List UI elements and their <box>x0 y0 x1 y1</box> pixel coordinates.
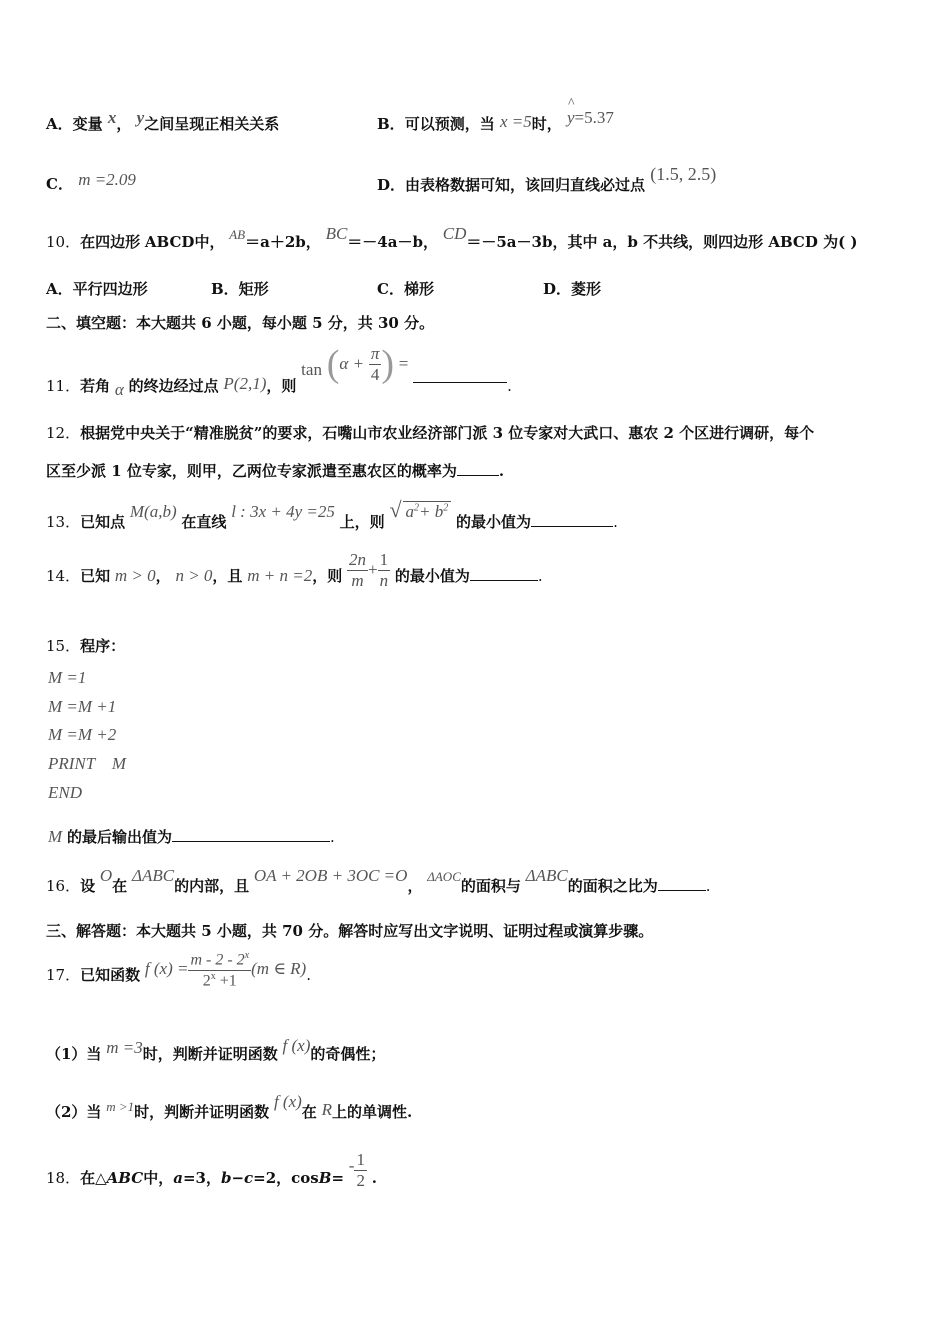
question-number: 11． <box>46 376 81 395</box>
math-fx: f (x) = <box>144 959 189 979</box>
math-domain: (m ∈ R) <box>251 959 307 979</box>
punct: . <box>537 566 543 585</box>
text: ， <box>407 877 423 895</box>
punct: . <box>371 1168 377 1187</box>
punct: . <box>705 877 711 895</box>
question-number: 16． <box>46 877 81 895</box>
answer-blank[interactable] <box>658 876 706 891</box>
option-text: 可以预测，当 <box>404 115 495 133</box>
punct: . <box>306 966 311 985</box>
frac-num: 1 <box>354 1150 367 1171</box>
text: （2）当 <box>46 1103 102 1121</box>
text: = <box>331 1168 345 1187</box>
text: ABC <box>106 1168 144 1187</box>
math-expr: m > 0 <box>114 565 156 585</box>
text: ，则 <box>312 566 343 585</box>
vector-cd: CD <box>442 224 467 243</box>
text: =3， <box>182 1168 221 1187</box>
text: 上的单调性. <box>331 1103 413 1121</box>
text: ＝a＋2b， <box>245 233 321 251</box>
q9-option-d <box>377 164 717 196</box>
question-number: 10． <box>46 233 81 251</box>
section-2-heading: 二、填空题：本大题共 6 小题，每小题 5 分，共 30 分。 <box>46 314 435 332</box>
vector-bc: BC <box>325 224 348 243</box>
math-var: R <box>321 1100 332 1119</box>
punct: . <box>507 376 512 395</box>
fraction-half <box>354 1150 367 1192</box>
code-line-2: M =M +1 <box>48 697 117 716</box>
frac-den: 4 <box>370 365 380 385</box>
text: 的面积之比为 <box>567 877 658 895</box>
text: 程序： <box>80 637 126 655</box>
math-expr: m + n =2 <box>247 565 313 585</box>
math-expr: m >1 <box>106 1099 135 1114</box>
text: =2，cos <box>253 1168 319 1187</box>
text: ＝－4a－b， <box>347 233 438 251</box>
option-text: 时， <box>531 115 562 133</box>
math-triangle: ΔAOC <box>427 869 461 884</box>
q11-stem <box>46 342 512 399</box>
q9-option-c <box>46 170 136 194</box>
text: B <box>318 1168 332 1187</box>
vector-ab: AB <box>229 227 246 242</box>
math-value: =5.37 <box>574 108 614 127</box>
code-line-1: M =1 <box>48 668 87 687</box>
text: 区至少派 1 位专家，则甲，乙两位专家派遣至惠农区的概率为 <box>46 462 457 480</box>
question-number: 13． <box>46 513 81 531</box>
answer-blank[interactable] <box>172 827 330 842</box>
text: （1）当 <box>46 1045 102 1063</box>
q13-stem <box>46 497 618 529</box>
sep: ， <box>116 115 132 133</box>
paren-right: ) <box>381 343 395 385</box>
punct: . <box>498 462 505 480</box>
math-alpha: α <box>114 379 124 399</box>
math-var: M <box>48 827 63 846</box>
text: 根据党中央关于“精准脱贫”的要求，石嘴山市农业经济部门派 3 位专家对大武口、惠农 2 个区进行调研，每个 <box>80 424 815 442</box>
text: 时，判断并证明函数 <box>142 1045 278 1063</box>
sup: 2 <box>414 502 420 514</box>
frac-den: 2 <box>356 1171 365 1191</box>
math-var-y: y <box>136 108 145 127</box>
frac-den: m <box>351 571 364 591</box>
text: 时，判断并证明函数 <box>134 1103 270 1121</box>
math-var: O <box>99 866 113 885</box>
sup: 2 <box>443 502 449 514</box>
text: 中， <box>194 233 225 251</box>
q9-option-b <box>377 108 614 134</box>
code-line-4: PRINT M <box>48 754 127 773</box>
q14-stem <box>46 550 543 600</box>
frac-num: 2n <box>347 550 368 571</box>
text: 的最后输出值为 <box>66 828 172 846</box>
fraction-fx <box>188 950 251 990</box>
math-line: l : 3x + 4y =25 <box>231 502 335 521</box>
q10-option-d: D．菱形 <box>543 280 602 298</box>
math-neg: - <box>348 1155 355 1175</box>
math-fx: f (x) <box>282 1036 311 1055</box>
text: 已知 <box>80 566 111 585</box>
text: 在 <box>301 1103 317 1121</box>
sqrt-icon: √ <box>389 497 402 522</box>
math-point: M(a,b) <box>129 502 177 521</box>
question-number: 14． <box>46 566 81 585</box>
text: 的内部，且 <box>174 877 250 895</box>
punct: . <box>613 513 618 531</box>
text: 的最小值为 <box>394 566 470 585</box>
text: 在直线 <box>181 513 227 531</box>
question-number: 17． <box>46 966 81 985</box>
math-point: (1.5, 2.5) <box>650 164 717 184</box>
q15-tail <box>48 827 335 847</box>
math-expr: x =5 <box>499 112 532 131</box>
math-expr: n > 0 <box>175 565 213 585</box>
option-letter: B． <box>377 115 405 133</box>
frac-num: 1 <box>378 550 391 571</box>
math-var: + b <box>419 502 444 521</box>
frac-num: m - 2 - 2 <box>190 951 245 969</box>
text: 在四边形 <box>80 233 141 251</box>
math-expr: m =3 <box>106 1038 143 1057</box>
option-letter: D． <box>377 176 406 194</box>
fraction-2n-m <box>347 550 368 592</box>
text: 在 <box>112 877 128 895</box>
sup: x <box>210 970 216 982</box>
sqrt-body <box>403 501 452 522</box>
frac-den: n <box>379 571 389 591</box>
text: ，且 <box>212 566 243 585</box>
q10-stem <box>46 224 858 252</box>
answer-blank[interactable] <box>413 368 507 383</box>
math-fx: f (x) <box>273 1092 302 1111</box>
fraction-pi-4 <box>369 344 382 386</box>
question-number: 18． <box>46 1168 81 1187</box>
text: ，则 <box>266 376 297 395</box>
q9-option-a <box>46 108 280 134</box>
text: ABCD <box>144 233 195 251</box>
q12-line-2 <box>46 461 504 480</box>
math-expr: m =2.09 <box>78 170 136 189</box>
punct: . <box>329 828 335 846</box>
code-line-5: END <box>48 783 82 802</box>
text: 在△ <box>80 1168 107 1187</box>
text: 已知点 <box>80 513 126 531</box>
q10-option-a: A．平行四边形 <box>46 280 148 298</box>
math-tan: tan <box>301 359 322 379</box>
math-triangle: ΔABC <box>525 866 568 885</box>
text: 若角 <box>80 376 111 395</box>
question-number: 15． <box>46 637 81 655</box>
q15-title <box>46 637 125 655</box>
q10-option-b: B．矩形 <box>211 280 269 298</box>
text: 的奇偶性； <box>310 1045 386 1063</box>
option-letter: A． <box>46 115 73 133</box>
text: ， <box>155 566 171 585</box>
math-plus: + <box>368 559 378 579</box>
math-expr: α + <box>339 353 365 373</box>
answer-blank[interactable] <box>457 461 499 476</box>
text: 的终边经过点 <box>128 376 219 395</box>
option-letter: C． <box>46 175 73 193</box>
math-point: P(2,1) <box>223 373 267 393</box>
q17-part-2 <box>46 1092 412 1120</box>
fraction-1-n <box>378 550 391 592</box>
q10-option-c: C．梯形 <box>377 280 434 298</box>
text: 上，则 <box>339 513 385 531</box>
section-3-heading: 三、解答题：本大题共 5 小题，共 70 分。解答时应写出文字说明、证明过程或演算步骤。 <box>46 922 654 940</box>
sup: x <box>244 950 250 961</box>
q12-line-1 <box>46 424 814 442</box>
text: ＝－5a－3b，其中 a，b 不共线，则四边形 ABCD 为( ) <box>466 233 858 251</box>
text: 已知函数 <box>80 966 141 985</box>
math-triangle: ΔABC <box>131 866 175 885</box>
math-eq: = <box>398 353 409 373</box>
text: 设 <box>80 877 96 895</box>
math-vector-eq: OA + 2OB + 3OC =O <box>253 866 408 885</box>
q18-stem <box>46 1150 377 1198</box>
q17-stem <box>46 950 311 1000</box>
option-text: 由表格数据可知，该回归直线必过点 <box>405 176 646 194</box>
answer-blank[interactable] <box>531 512 613 527</box>
paren-left: ( <box>326 343 340 385</box>
math-var-x: x <box>107 108 117 127</box>
option-text: 变量 <box>72 115 103 133</box>
frac-den: +1 <box>215 971 237 989</box>
q16-stem <box>46 866 711 896</box>
code-line-3: M =M +2 <box>48 725 117 744</box>
question-number: 12． <box>46 424 81 442</box>
math-var: a <box>405 502 415 521</box>
q17-part-1 <box>46 1036 385 1062</box>
text: a <box>173 1168 183 1187</box>
frac-num: π <box>369 344 382 365</box>
text: 中， <box>143 1168 174 1187</box>
text: b−c <box>220 1168 254 1187</box>
text: 的面积与 <box>460 877 521 895</box>
option-text: 之间呈现正相关关系 <box>144 115 280 133</box>
frac-den: 2 <box>202 971 211 989</box>
answer-blank[interactable] <box>470 566 538 581</box>
math-yhat: ^ y <box>567 108 575 128</box>
text: 的最小值为 <box>456 513 532 531</box>
